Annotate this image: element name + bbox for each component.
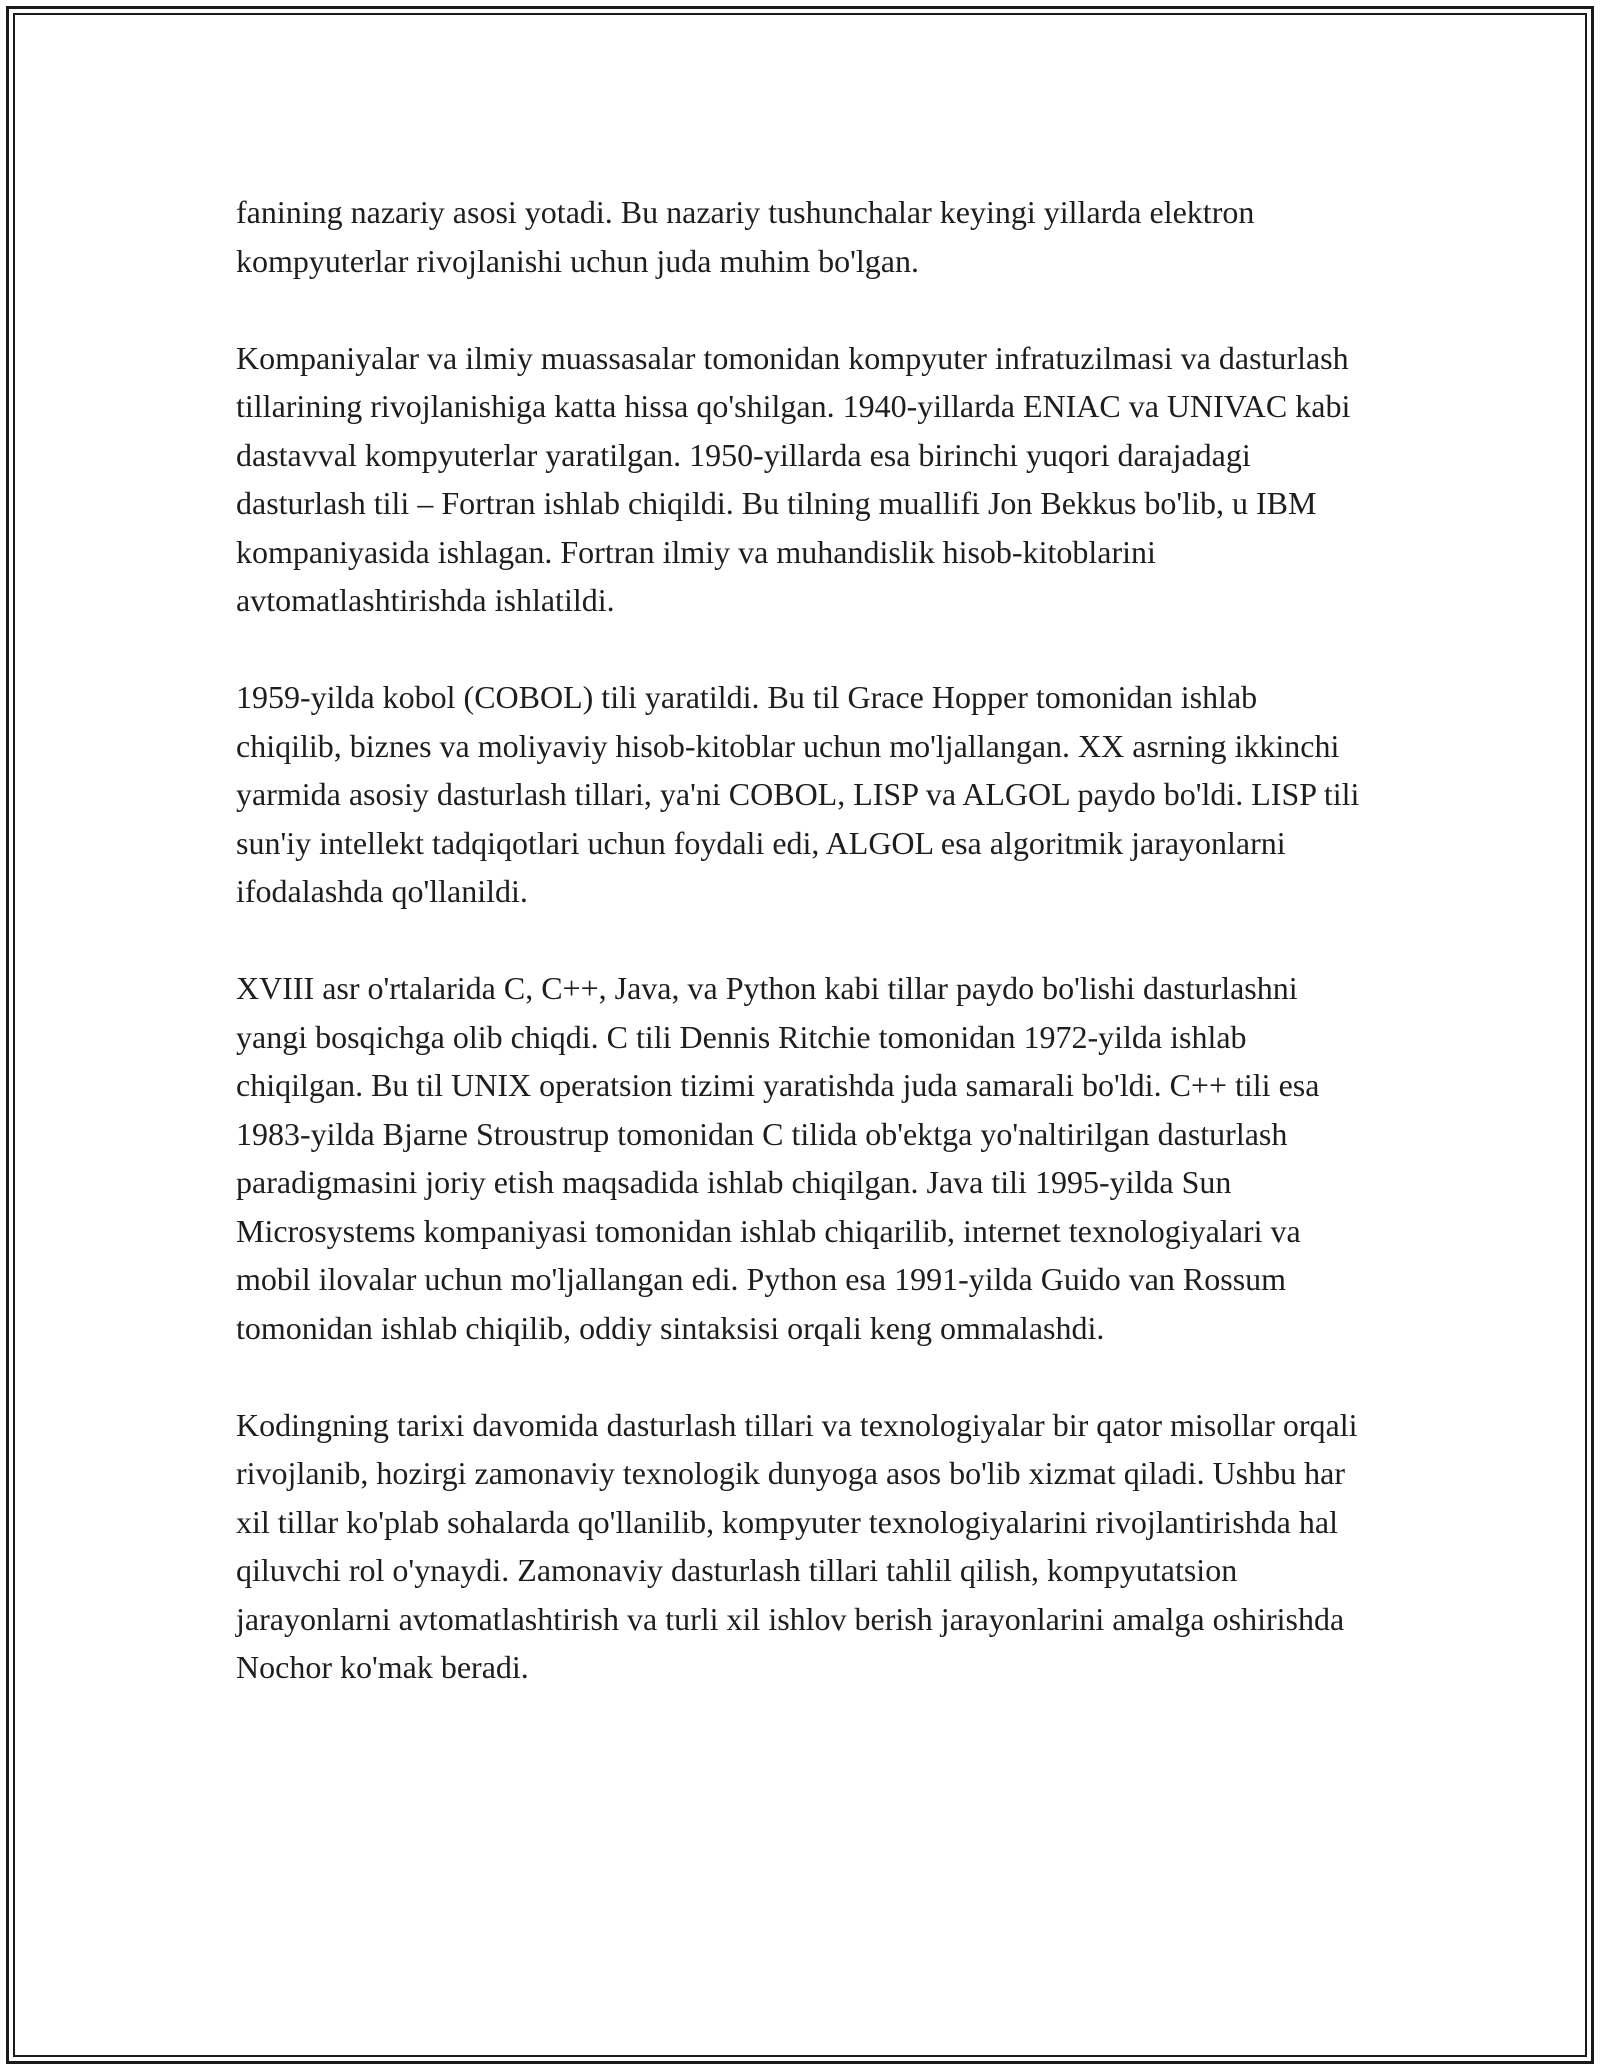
paragraph-1: fanining nazariy asosi yotadi. Bu nazariy tushunchalar keyingi yillarda elektron kompyuterlar rivojlanishi uchun juda muhim bo'lgan.: [236, 194, 1255, 279]
paragraph-4: XVIII asr o'rtalarida C, C++, Java, va Python kabi tillar paydo bo'lishi dasturlashni yangi bosqichga olib chiqdi. C tili Dennis Ritchie tomonidan 1972-yilda ishlab chiqilgan. Bu til UNIX operatsion tizimi yaratishda juda samarali bo'ldi. C++ tili esa 1983-yilda Bjarne Stroustrup tomonidan C tilida ob'ektga yo'naltirilgan dasturlash paradigmasini joriy etish maqsadida ishlab chiqilgan. Java tili 1995-yilda Sun Microsystems kompaniyasi tomonidan ishlab chiqarilib, internet texnologiyalari va mobil ilovalar uchun mo'ljallangan edi. Python esa 1991-yilda Guido van Rossum tomonidan ishlab chiqilib, oddiy sintaksisi orqali keng ommalashdi.: [236, 970, 1320, 1346]
paragraph-3: 1959-yilda kobol (COBOL) tili yaratildi. Bu til Grace Hopper tomonidan ishlab chiqilib, biznes va moliyaviy hisob-kitoblar uchun mo'ljallangan. XX asrning ikkinchi yarmida asosiy dasturlash tillari, ya'ni COBOL, LISP va ALGOL paydo bo'ldi. LISP tili sun'iy intellekt tadqiqotlari uchun foydali edi, ALGOL esa algoritmik jarayonlarni ifodalashda qo'llanildi.: [236, 679, 1360, 909]
document-body: [236, 188, 1366, 1692]
paragraph-5: Kodingning tarixi davomida dasturlash tillari va texnologiyalar bir qator misollar orqali rivojlanib, hozirgi zamonaviy texnologik dunyoga asos bo'lib xizmat qiladi. Ushbu har xil tillar ko'plab sohalarda qo'llanilib, kompyuter texnologiyalarini rivojlantirishda hal qiluvchi rol o'ynaydi. Zamonaviy dasturlash tillari tahlil qilish, kompyutatsion jarayonlarni avtomatlashtirish va turli xil ishlov berish jarayonlarini amalga oshirishda Nochor ko'mak beradi.: [236, 1406, 1358, 1685]
paragraph-2: Kompaniyalar va ilmiy muassasalar tomonidan kompyuter infratuzilmasi va dasturlash tillarining rivojlanishiga katta hissa qo'shilgan. 1940-yillarda ENIAC va UNIVAC kabi dastavval kompyuterlar yaratilgan. 1950-yillarda esa birinchi yuqori darajadagi dasturlash tili – Fortran ishlab chiqildi. Bu tilning muallifi Jon Bekkus bo'lib, u IBM kompaniyasida ishlagan. Fortran ilmiy va muhandislik hisob-kitoblarini avtomatlashtirishda ishlatildi.: [236, 339, 1351, 618]
